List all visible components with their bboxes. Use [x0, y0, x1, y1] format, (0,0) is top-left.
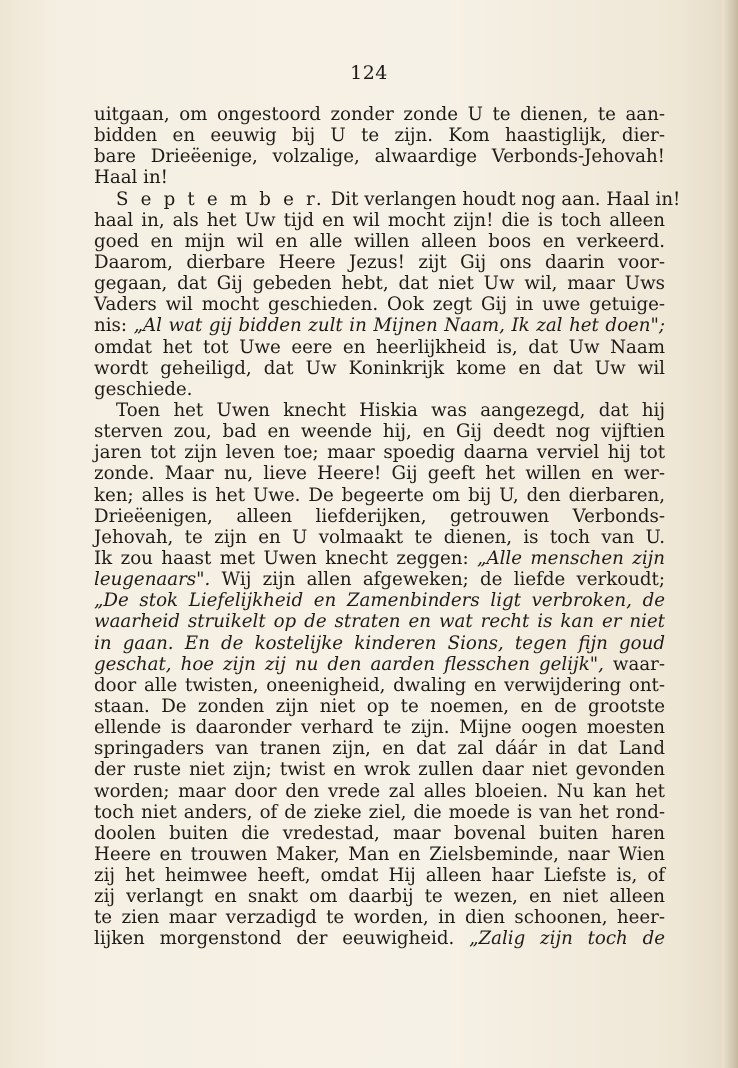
text-line: sterven zou, bad en weende hij, en Gij deedt nog vijftien	[94, 421, 665, 443]
text-line: jaren tot zijn leven toe; maar spoedig daarna verviel hij tot	[94, 442, 665, 464]
text-line: Haal in!	[94, 167, 168, 189]
text-line: Daarom, dierbare Heere Jezus! zijt Gij ons daarin voor-	[94, 251, 665, 273]
text-line	[94, 590, 665, 611]
text-line: ken; alles is het Uwe. De begeerte om bij U, den dierbaren,	[94, 484, 665, 506]
text-span: Wij zijn allen afgeweken; de liefde verkoudt;	[210, 569, 665, 591]
quote-span: waarheid struikelt op de straten en wat recht is kan er niet	[94, 611, 665, 633]
text-line: ellende is daaronder verhard te zijn. Mijne oogen moesten	[94, 717, 665, 739]
text-line	[94, 633, 665, 654]
text-line: der ruste niet zijn; twist en wrok zullen daar niet gevonden	[94, 759, 665, 781]
text-line: springaders van tranen zijn, en dat zal dáár in dat Land	[94, 738, 665, 760]
text-line: doolen buiten die vredestad, maar bovenal buiten haren	[94, 822, 665, 844]
quote-span: „Alle menschen zijn	[477, 547, 665, 569]
text-line: wordt geheiligd, dat Uw Koninkrijk kome en dat Uw wil	[94, 357, 665, 379]
text-line: Vaders wil mocht geschieden. Ook zegt Gij in uwe getuige-	[94, 294, 665, 316]
text-line: Toen het Uwen knecht Hiskia was aangezegd, dat hij	[116, 399, 665, 421]
text-line: Heere en trouwen Maker, Man en Zielsbeminde, naar Wien	[94, 843, 665, 865]
text-span: lijken morgenstond der eeuwigheid.	[94, 928, 470, 950]
page-edge	[722, 0, 738, 1068]
text-line: te zien maar verzadigd te worden, in dien schoonen, heer-	[94, 907, 665, 929]
body-text	[94, 104, 681, 950]
quote-span: „De stok Liefelijkheid en Zamenbinders ligt verbroken, de	[94, 590, 665, 612]
text-span: Ik zou haast met Uwen knecht zeggen:	[94, 547, 478, 569]
text-line: worden; maar door den vrede zal alles bloeien. Nu kan het	[94, 780, 665, 802]
text-line: Drieëenigen, alleen liefderijken, getrouwen Verbonds-	[94, 505, 665, 527]
text-line: bidden en eeuwig bij U te zijn. Kom haastiglijk, dier-	[94, 125, 665, 147]
text-line	[94, 569, 665, 590]
text-line	[94, 315, 665, 336]
text-line: goed en mijn wil en alle willen alleen boos en verkeerd.	[94, 230, 665, 252]
text-line: haal in, als het Uw tijd en wil mocht zijn! die is toch alleen	[94, 209, 665, 231]
text-line: zij het heimwee heeft, omdat Hij alleen haar Liefste is, of	[94, 865, 665, 887]
quote-span: leugenaars".	[94, 569, 211, 591]
text-line: geschiede.	[94, 378, 193, 400]
text-line	[94, 654, 665, 675]
quote-span: geschat, hoe zijn zij nu den aarden flesschen gelijk",	[94, 653, 604, 675]
text-line	[94, 611, 665, 632]
text-line: zij verlangt en snakt om daarbij te wezen, en niet alleen	[94, 886, 665, 908]
quote-span: „Al wat gij bidden zult in Mijnen Naam, Ik zal het doen";	[133, 315, 665, 337]
month-heading: S e p t e m b e r.	[116, 188, 325, 210]
text-line: staan. De zonden zijn niet op te noemen, en de grootste	[94, 695, 665, 717]
text-line: uitgaan, om ongestoord zonder zonde U te dienen, te aan-	[94, 104, 665, 125]
text-line	[94, 548, 665, 569]
quote-span: „Zalig zijn toch de	[469, 928, 665, 950]
text-span: waar-	[603, 653, 665, 675]
text-line: bare Drieëenige, volzalige, alwaardige Verbonds-Jehovah!	[94, 146, 665, 168]
text-line	[94, 188, 681, 210]
text-span: Dit verlangen houdt nog aan. Haal in!	[324, 188, 681, 210]
quote-span: in gaan. En de kostelijke kinderen Sions, tegen fijn goud	[94, 632, 665, 654]
text-line: gegaan, dat Gij gebeden hebt, dat niet Uw wil, maar Uws	[94, 273, 665, 295]
text-line: door alle twisten, oneenigheid, dwaling en verwijdering ont-	[94, 674, 665, 696]
text-line: toch niet anders, of de zieke ziel, die moede is van het rond-	[94, 801, 665, 823]
text-line: omdat het tot Uwe eere en heerlijkheid is, dat Uw Naam	[94, 336, 665, 358]
text-line: Jehovah, te zijn en U volmaakt te dienen, is toch van U.	[94, 526, 665, 548]
text-span: nis:	[94, 315, 134, 337]
page-number: 124	[350, 62, 388, 84]
text-line: zonde. Maar nu, lieve Heere! Gij geeft het willen en wer-	[94, 463, 665, 485]
text-line	[94, 928, 665, 949]
